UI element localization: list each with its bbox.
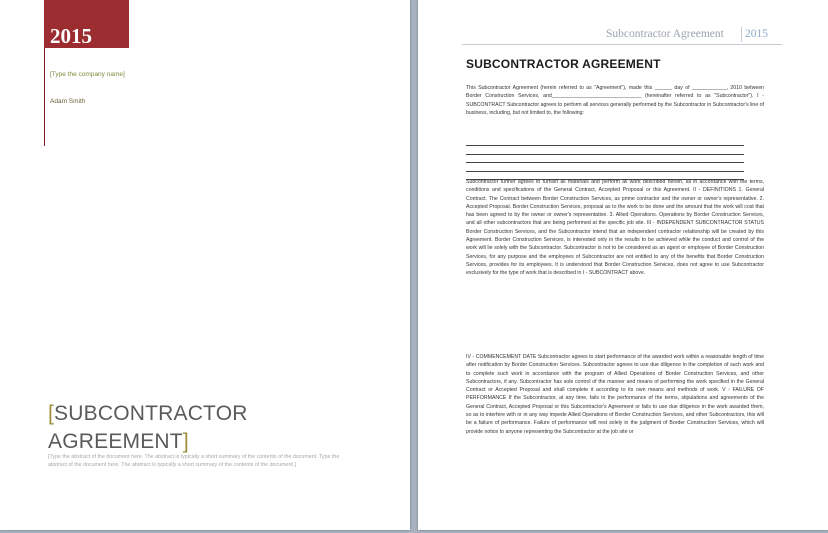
abstract-field[interactable]: [Type the abstract of the document here. The abstract is typically a short summary of the contents of the document. Type the abstract of the document here. The abstract is typically a short summary of the contents of the document.] xyxy=(48,454,340,469)
cover-title-line2: AGREEMENT xyxy=(48,430,183,453)
fill-line xyxy=(466,146,744,154)
header-title[interactable]: Subcontractor Agreement xyxy=(606,28,724,40)
company-name-field[interactable]: [Type the company name] xyxy=(50,71,125,78)
cover-year-box xyxy=(44,0,129,48)
cover-page xyxy=(0,0,410,530)
fill-line xyxy=(466,155,744,163)
cover-title-line1: SUBCONTRACTOR xyxy=(54,402,248,425)
blank-fill-lines[interactable] xyxy=(466,138,744,180)
title-bracket-close: ] xyxy=(182,430,189,453)
agreement-page xyxy=(418,0,828,530)
header-rule xyxy=(462,44,782,45)
paragraph-commencement[interactable]: IV - COMMENCEMENT DATE Subcontractor agrees to start performance of the awarded work within a reasonable length of time after notification by Border Construction Services. Subcontractor agrees to use due diligence in the completion of such work and to complete such work in accordance with the program of Allied Operations of Border Construction Services, and other Subcontractors, if any. Subcontractor has sole control of the manner and means of performing the work specified in the General Contract or Accepted Proposal and shall complete it according to its own means and methods of work. V - FAILURE OF PERFORMANCE If the Subcontractor, at any time, fails in the performance of the terms, stipulations and agreements of the General Contract, Accepted Proposal or this Subcontractor's Agreement or fails to use due diligence in the work awarded them, so as to interfere with or in any way impede Allied Operations of Border Construction Services, and other Subcontractors, this will be a failure of performance. Failure of performance will rest solely in the judgment of Border Construction Services, which will provide notice to anyone representing the Subcontractor at the job site or xyxy=(466,354,764,435)
paragraph-terms[interactable]: Subcontractor further agrees to furnish all materials and perform all work described herein, all in accordance with the terms, conditions and specifications of the General Contract, Accepted Proposal or this Agreement. II - DEFINITIONS 1. General Contract. The Contract between Border Construction Services, as prime contractor and the owner or owner's representative. 2. Accepted Proposal. Border Construction Services, proposal as to the work to be done and the amount that the work will cost that has been agreed to by the owner or owner's representative. 3. Allied Operations. Operations by Border Construction Services, and all other subcontractors that are being performed at the specific job site. III - INDEPENDENT SUBCONTRACTOR STATUS Border Construction Services, and the Subcontractor intend that an independent contractor relationship will be created by this Agreement. Border Construction Services, is interested only in the results to be achieved while the conduct and control of the work will lie solely with the Subcontractor. Subcontractor is not to be considered as an agent or employee of Border Construction Services, for any purpose and the employees of Subcontractor are not entitled to any of the benefits that Border Construction Services, provides for its employees. It is understood that Border Construction Services, does not agree to use Subcontractor exclusively for the type of work that is described in I - SUBCONTRACT above. xyxy=(466,179,764,277)
header-separator xyxy=(741,27,742,42)
title-bracket-open: [ xyxy=(48,402,55,425)
cover-year[interactable]: 2015 xyxy=(50,24,92,48)
cover-title[interactable] xyxy=(48,400,278,456)
header-year[interactable]: 2015 xyxy=(745,28,768,40)
paragraph-intro[interactable]: This Subcontractor Agreement (herein referred to as "Agreement"), made this ______ day of ____________, 2010 between Border Construction Services, and_______________________________ (hereinafter referred to as "Subcontractor"). I - SUBCONTRACT Subcontractor agrees to perform all services generally performed by the Subcontractor in Subcontractor's line of business, including, but not limited to, the following: xyxy=(466,85,764,116)
fill-line xyxy=(466,138,744,146)
fill-line xyxy=(466,163,744,171)
document-title[interactable]: SUBCONTRACTOR AGREEMENT xyxy=(466,57,661,71)
cover-accent-line xyxy=(44,48,45,146)
author-field[interactable]: Adam Smith xyxy=(50,98,86,105)
